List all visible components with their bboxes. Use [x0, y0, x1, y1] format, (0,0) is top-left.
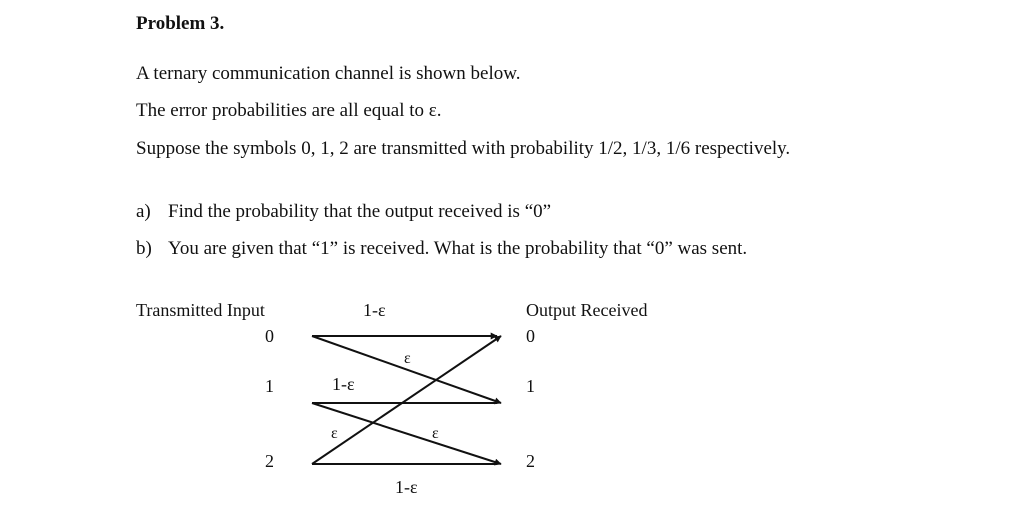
intro-line-1: A ternary communication channel is shown below. — [136, 63, 521, 84]
edge-label-2-to-2: 1-ε — [395, 477, 418, 497]
input-node-2: 2 — [265, 451, 274, 471]
question-a-marker: a) — [136, 201, 151, 222]
output-node-1: 1 — [526, 376, 535, 396]
question-b-text: You are given that “1” is received. What is the probability that “0” was sent. — [168, 238, 748, 259]
edge-label-1-to-2: ε — [432, 425, 439, 442]
intro-line-2: The error probabilities are all equal to ε. — [136, 100, 442, 121]
question-b-marker: b) — [136, 238, 152, 259]
output-header: Output Received — [526, 300, 648, 320]
input-header: Transmitted Input — [136, 300, 265, 320]
problem-title: Problem 3. — [136, 13, 225, 34]
edge-label-0-to-1: ε — [404, 350, 411, 367]
input-node-0: 0 — [265, 326, 274, 346]
intro-line-3: Suppose the symbols 0, 1, 2 are transmitted with probability 1/2, 1/3, 1/6 respectively. — [136, 138, 791, 159]
question-a-text: Find the probability that the output received is “0” — [168, 201, 552, 222]
edge-2-to-0 — [312, 336, 501, 464]
edge-label-0-to-0: 1-ε — [363, 300, 386, 320]
output-node-0: 0 — [526, 326, 535, 346]
edge-1-to-2 — [312, 403, 501, 464]
edge-label-1-to-1: 1-ε — [332, 374, 355, 394]
edge-label-2-to-0: ε — [331, 425, 338, 442]
output-node-2: 2 — [526, 451, 535, 471]
edge-0-to-1 — [312, 336, 501, 403]
input-node-1: 1 — [265, 376, 274, 396]
